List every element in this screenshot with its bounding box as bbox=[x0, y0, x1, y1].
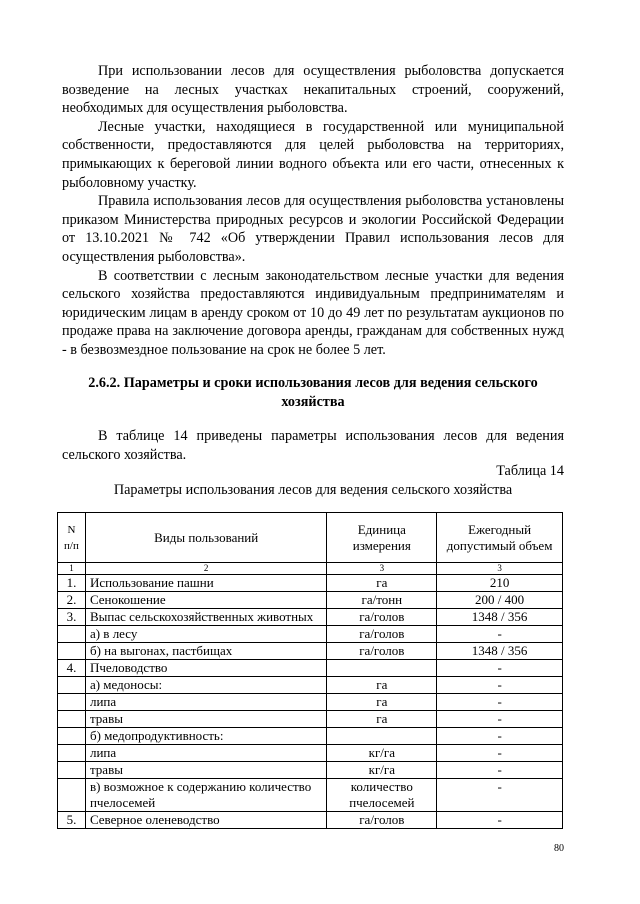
row-unit: га bbox=[327, 694, 437, 711]
row-volume: - bbox=[437, 812, 563, 829]
intro-text bbox=[62, 427, 564, 464]
row-number bbox=[58, 711, 86, 728]
table-row bbox=[58, 660, 563, 677]
row-unit bbox=[327, 728, 437, 745]
row-number bbox=[58, 762, 86, 779]
table-row bbox=[58, 711, 563, 728]
parameters-table bbox=[57, 512, 563, 829]
header-usage-type: Виды пользований bbox=[85, 513, 326, 563]
row-volume: - bbox=[437, 762, 563, 779]
row-unit: га/голов bbox=[327, 643, 437, 660]
row-usage-type: в) возможное к содержанию количество пчелосемей bbox=[85, 779, 326, 812]
row-unit: кг/га bbox=[327, 762, 437, 779]
row-number: 2. bbox=[58, 592, 86, 609]
paragraph-3: Правила использования лесов для осуществления рыболовства установлены приказом Министерства природных ресурсов и экологии Российской Федерации от 13.10.2021 № 742 «Об утверждении Правил использования лесов для осуществления рыболовства». bbox=[62, 193, 564, 265]
table-row bbox=[58, 643, 563, 660]
row-volume: 210 bbox=[437, 575, 563, 592]
row-number bbox=[58, 728, 86, 745]
row-usage-type: липа bbox=[85, 745, 326, 762]
header-annual-volume: Ежегодный допустимый объем bbox=[437, 513, 563, 563]
row-unit: га bbox=[327, 575, 437, 592]
row-number: 5. bbox=[58, 812, 86, 829]
row-usage-type: б) медопродуктивность: bbox=[85, 728, 326, 745]
row-usage-type: Северное оленеводство bbox=[85, 812, 326, 829]
row-usage-type: травы bbox=[85, 762, 326, 779]
col-number: 3 bbox=[327, 563, 437, 575]
table-row bbox=[58, 728, 563, 745]
table-row bbox=[58, 592, 563, 609]
row-number: 1. bbox=[58, 575, 86, 592]
row-number bbox=[58, 694, 86, 711]
page-number: 80 bbox=[554, 843, 564, 854]
row-volume: - bbox=[437, 711, 563, 728]
row-usage-type: Использование пашни bbox=[85, 575, 326, 592]
row-number bbox=[58, 745, 86, 762]
row-number bbox=[58, 677, 86, 694]
col-number: 2 bbox=[85, 563, 326, 575]
table-row bbox=[58, 694, 563, 711]
row-unit bbox=[327, 660, 437, 677]
header-number: N п/п bbox=[58, 513, 86, 563]
paragraph-2: Лесные участки, находящиеся в государственной или муниципальной собственности, предоставляются для целей рыболовства на территориях, примыкающих к береговой линии водного объекта или его части, отнесенных к рыболовному участку. bbox=[62, 118, 564, 191]
intro-paragraph: В таблице 14 приведены параметры использования лесов для ведения сельского хозяйства. bbox=[62, 428, 564, 463]
table-caption: Параметры использования лесов для ведения сельского хозяйства bbox=[113, 482, 513, 498]
row-number bbox=[58, 779, 86, 812]
row-number bbox=[58, 626, 86, 643]
row-unit: га/голов bbox=[327, 812, 437, 829]
body-text bbox=[62, 62, 564, 360]
row-usage-type: липа bbox=[85, 694, 326, 711]
row-unit: га/тонн bbox=[327, 592, 437, 609]
row-unit: га bbox=[327, 711, 437, 728]
col-number: 3 bbox=[437, 563, 563, 575]
table-row bbox=[58, 626, 563, 643]
table-row bbox=[58, 762, 563, 779]
row-volume: 1348 / 356 bbox=[437, 643, 563, 660]
paragraph-1: При использовании лесов для осуществления рыболовства допускается возведение на лесных участках некапитальных строений, сооружений, необходимых для осуществления рыболовства. bbox=[62, 63, 564, 117]
table-row bbox=[58, 609, 563, 626]
table-row bbox=[58, 812, 563, 829]
row-volume: 1348 / 356 bbox=[437, 609, 563, 626]
section-heading: 2.6.2. Параметры и сроки использования лесов для ведения сельского хозяйства bbox=[88, 375, 538, 410]
row-volume: - bbox=[437, 677, 563, 694]
table-label: Таблица 14 bbox=[496, 463, 564, 479]
row-usage-type: а) медоносы: bbox=[85, 677, 326, 694]
row-unit: кг/га bbox=[327, 745, 437, 762]
row-unit: га/голов bbox=[327, 609, 437, 626]
paragraph-4: В соответствии с лесным законодательством лесные участки для ведения сельского хозяйства предоставляются индивидуальным предпринимателям и юридическим лицам в аренду сроком от 10 до 49 лет по результатам аукционов по продаже права на заключение договора аренды, гражданам для собственных нужд - в безвозмездное пользование на срок не более 5 лет. bbox=[62, 267, 564, 358]
row-usage-type: Пчеловодство bbox=[85, 660, 326, 677]
row-volume: - bbox=[437, 660, 563, 677]
row-number: 3. bbox=[58, 609, 86, 626]
table-row bbox=[58, 779, 563, 812]
col-number: 1 bbox=[58, 563, 86, 575]
table-header-row bbox=[58, 513, 563, 563]
row-unit: га bbox=[327, 677, 437, 694]
row-usage-type: а) в лесу bbox=[85, 626, 326, 643]
row-volume: - bbox=[437, 745, 563, 762]
table-row bbox=[58, 575, 563, 592]
row-number: 4. bbox=[58, 660, 86, 677]
row-unit: га/голов bbox=[327, 626, 437, 643]
row-usage-type: Сенокошение bbox=[85, 592, 326, 609]
row-volume: 200 / 400 bbox=[437, 592, 563, 609]
table-row bbox=[58, 677, 563, 694]
row-volume: - bbox=[437, 728, 563, 745]
row-usage-type: б) на выгонах, пастбищах bbox=[85, 643, 326, 660]
table-row bbox=[58, 745, 563, 762]
row-usage-type: Выпас сельскохозяйственных животных bbox=[85, 609, 326, 626]
row-unit: количество пчелосемей bbox=[327, 779, 437, 812]
row-volume: - bbox=[437, 626, 563, 643]
row-usage-type: травы bbox=[85, 711, 326, 728]
row-number bbox=[58, 643, 86, 660]
column-number-row bbox=[58, 563, 563, 575]
row-volume: - bbox=[437, 779, 563, 812]
row-volume: - bbox=[437, 694, 563, 711]
header-unit: Единица измерения bbox=[327, 513, 437, 563]
